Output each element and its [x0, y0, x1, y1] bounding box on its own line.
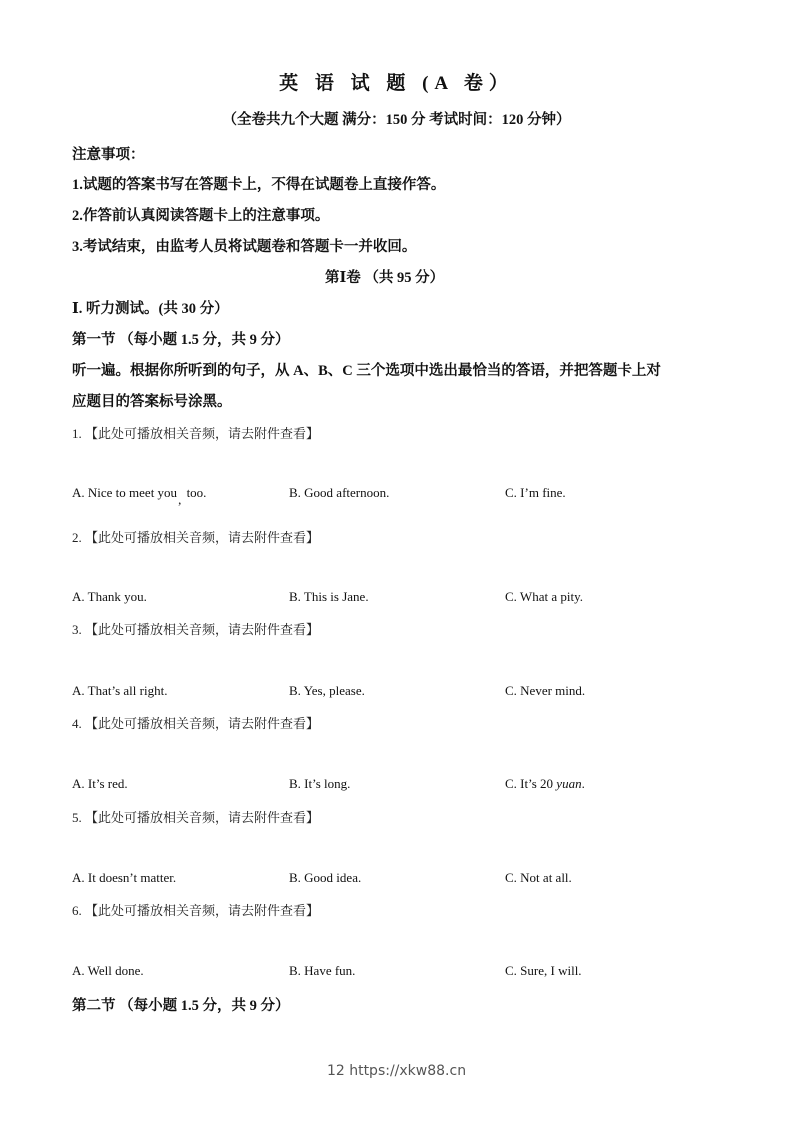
audio-placeholder[interactable]: 2. 【此处可播放相关音频，请去附件查看】: [72, 530, 320, 545]
page-title: 英 语 试 题 (A 卷）: [279, 73, 514, 94]
section-heading: 第一节 （每小题 1.5 分，共 9 分）: [72, 332, 290, 348]
notice-item: 2.作答前认真阅读答题卡上的注意事项。: [72, 208, 330, 224]
option-c: C. What a pity.: [505, 589, 583, 604]
audio-placeholder[interactable]: 6. 【此处可播放相关音频，请去附件查看】: [72, 903, 320, 918]
audio-placeholder[interactable]: 1. 【此处可播放相关音频，请去附件查看】: [72, 426, 320, 441]
page-footer: 12 https://xkw88.cn: [326, 1063, 467, 1079]
exam-info: （全卷共九个大题 满分：150 分 考试时间：120 分钟）: [222, 112, 571, 128]
notice-item: 3.考试结束，由监考人员将试题卷和答题卡一并收回。: [72, 239, 417, 255]
option-b: B. Good idea.: [289, 870, 362, 885]
option-c: C. Not at all.: [505, 870, 572, 885]
audio-placeholder[interactable]: 4. 【此处可播放相关音频，请去附件查看】: [72, 716, 320, 731]
instructions-line: 听一遍。根据你所听到的句子，从 A、B、C 三个选项中选出最恰当的答语，并把答题卡上对: [72, 363, 661, 379]
option-b: B. It’s long.: [289, 776, 351, 791]
option-a: A. Well done.: [72, 963, 144, 978]
option-b: B. This is Jane.: [289, 589, 369, 604]
audio-placeholder[interactable]: 5. 【此处可播放相关音频，请去附件查看】: [72, 810, 320, 825]
option-b: B. Have fun.: [289, 963, 356, 978]
question-label: [72, 527, 319, 546]
question-label: [72, 423, 319, 442]
audio-placeholder[interactable]: 3. 【此处可播放相关音频，请去附件查看】: [72, 622, 320, 637]
option-c: C. Never mind.: [505, 683, 586, 698]
section-heading: 第二节 （每小题 1.5 分，共 9 分）: [72, 998, 290, 1014]
question-label: [72, 619, 319, 638]
question-label: [72, 900, 319, 919]
option-b: B. Good afternoon.: [289, 485, 390, 500]
option-b: B. Yes, please.: [289, 683, 365, 698]
option-c: C. Sure, I will.: [505, 963, 582, 978]
option-c: C. I’m fine.: [505, 485, 566, 500]
option-a: A. Thank you.: [72, 589, 147, 604]
notice-item: 1.试题的答案书写在答题卡上，不得在试题卷上直接作答。: [72, 177, 446, 193]
instructions-line: 应题目的答案标号涂黑。: [72, 394, 232, 410]
option-c: C. It’s 20 yuan.: [505, 776, 585, 791]
option-a: A. It’s red.: [72, 776, 128, 791]
question-label: [72, 807, 319, 826]
question-label: [72, 713, 319, 732]
option-a: A. Nice to meet you, too.: [72, 485, 207, 507]
option-a: A. It doesn’t matter.: [72, 870, 177, 885]
volume-heading: 第Ⅰ卷 （共 95 分）: [325, 270, 445, 286]
part-heading: Ⅰ. 听力测试。(共 30 分）: [72, 301, 229, 317]
notice-heading: 注意事项：: [72, 147, 145, 163]
option-a: A. That’s all right.: [72, 683, 168, 698]
